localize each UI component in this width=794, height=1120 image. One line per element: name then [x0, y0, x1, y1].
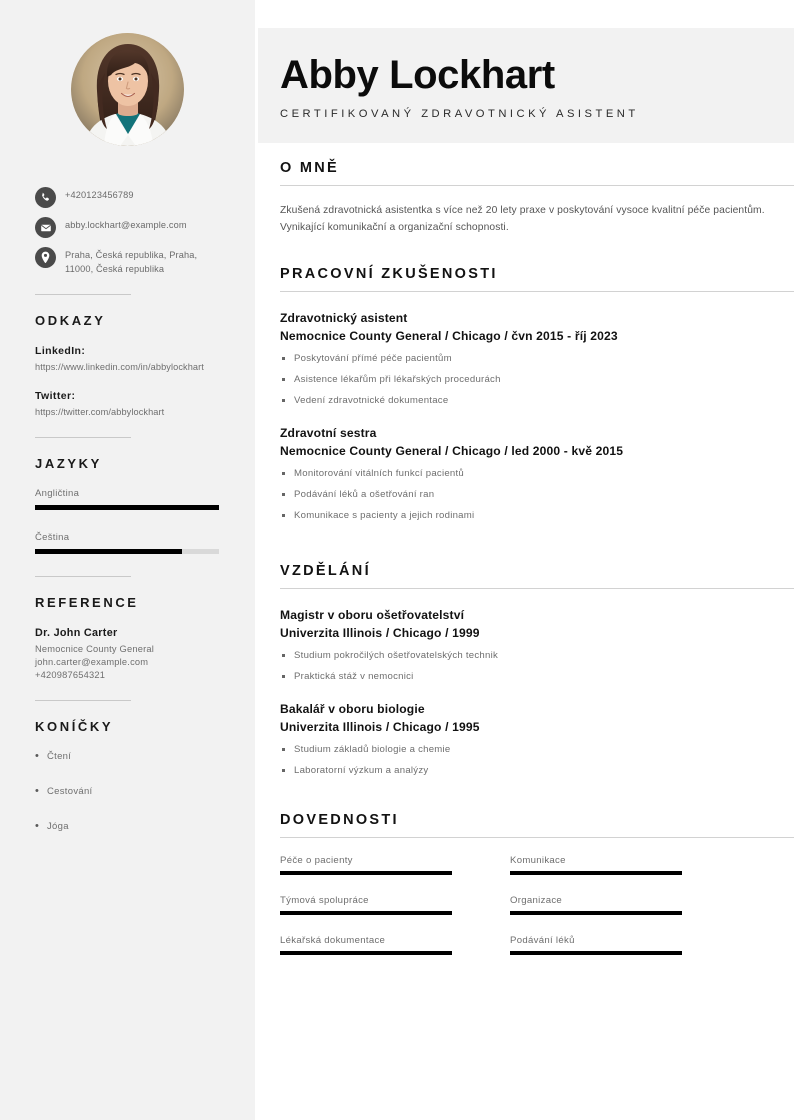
link-url-linkedin[interactable]: https://www.linkedin.com/in/abbylockhart: [35, 362, 204, 372]
skill-name: Týmová spolupráce: [280, 895, 369, 906]
link-url-twitter[interactable]: https://twitter.com/abbylockhart: [35, 407, 165, 417]
contact-phone[interactable]: [35, 186, 225, 208]
spacer: [280, 539, 794, 563]
list-item: Poskytování přímé péče pacientům: [280, 351, 794, 366]
skill-level-fill: [510, 911, 682, 915]
language-level-fill: [35, 505, 219, 510]
link-label-linkedin: LinkedIn:: [35, 345, 86, 357]
entry-meta: Nemocnice County General / Chicago / čvn 2015 - říj 2023: [280, 329, 618, 343]
skill-level-fill: [510, 951, 682, 955]
education-entry: [280, 700, 794, 778]
section-skills: [280, 812, 794, 955]
sidebar: [0, 0, 255, 1120]
language-item: [35, 488, 225, 510]
sidebar-divider-1: [35, 294, 131, 295]
skill-level-fill: [510, 871, 682, 875]
envelope-icon: [35, 217, 56, 238]
skill-item: [510, 855, 682, 875]
profile-photo-illustration: [71, 33, 184, 146]
reference-email[interactable]: john.carter@example.com: [35, 657, 149, 667]
phone-icon: [35, 187, 56, 208]
skill-level-track: [510, 911, 682, 915]
hobby-list: [35, 751, 225, 832]
list-item: Studium pokročilých ošetřovatelských technik: [280, 648, 794, 663]
section-rule: [280, 837, 794, 838]
experience-entry: [280, 309, 794, 408]
list-item: • Cestování: [35, 786, 225, 797]
section-experience: [280, 266, 794, 523]
list-item: Podávání léků a ošetřování ran: [280, 487, 794, 502]
skill-name: Lékařská dokumentace: [280, 935, 386, 946]
contact-email-value: abby.lockhart@example.com: [65, 220, 187, 230]
language-level-fill: [35, 549, 182, 554]
link-item-twitter[interactable]: [35, 390, 225, 419]
entry-points: [280, 742, 794, 778]
skill-level-track: [280, 911, 452, 915]
sidebar-divider-2: [35, 437, 131, 438]
entry-meta: Univerzita Illinois / Chicago / 1999: [280, 626, 480, 640]
language-level-track: [35, 549, 219, 554]
contact-email[interactable]: [35, 216, 225, 238]
language-name: Angličtina: [35, 488, 80, 499]
sidebar-heading-hobbies: KONÍČKY: [35, 719, 114, 734]
language-item: [35, 532, 225, 554]
skill-level-fill: [280, 951, 452, 955]
entry-role: Zdravotní sestra: [280, 426, 377, 440]
link-label-twitter: Twitter:: [35, 390, 76, 402]
list-item: • Jóga: [35, 821, 225, 832]
list-item: Praktická stáž v nemocnici: [280, 669, 794, 684]
list-item: • Čtení: [35, 751, 225, 762]
entry-points: [280, 351, 794, 408]
reference-organization: Nemocnice County General: [35, 644, 155, 654]
section-rule: [280, 291, 794, 292]
skill-name: Péče o pacienty: [280, 855, 353, 866]
language-name: Čeština: [35, 532, 70, 543]
section-about: [280, 160, 794, 236]
entry-role: Bakalář v oboru biologie: [280, 702, 425, 716]
entry-points: [280, 648, 794, 684]
main-sections: [280, 160, 794, 955]
contact-list: [35, 186, 225, 276]
section-education: [280, 563, 794, 778]
spacer: [280, 794, 794, 812]
experience-entry: [280, 424, 794, 523]
sidebar-divider-3: [35, 576, 131, 577]
entry-meta: Nemocnice County General / Chicago / led 2000 - kvě 2015: [280, 444, 624, 458]
skill-level-track: [510, 951, 682, 955]
skill-level-track: [280, 951, 452, 955]
entry-role: Magistr v oboru ošetřovatelství: [280, 608, 465, 622]
list-item: Monitorování vitálních funkcí pacientů: [280, 466, 794, 481]
reference-name: Dr. John Carter: [35, 627, 118, 639]
sidebar-heading-languages: JAZYKY: [35, 456, 102, 471]
skill-name: Komunikace: [510, 855, 566, 866]
list-item: Studium základů biologie a chemie: [280, 742, 794, 757]
sidebar-heading-links: ODKAZY: [35, 313, 106, 328]
entry-role: Zdravotnický asistent: [280, 311, 408, 325]
section-heading-experience: PRACOVNÍ ZKUŠENOSTI: [280, 266, 498, 282]
skill-level-fill: [280, 911, 452, 915]
main-content: [258, 0, 794, 1120]
entry-points: [280, 466, 794, 523]
skill-name: Organizace: [510, 895, 563, 906]
skill-level-fill: [280, 871, 452, 875]
section-rule: [280, 185, 794, 186]
about-text: Zkušená zdravotnická asistentka s více než 20 lety praxe v poskytování vysoce kvalitní péče pacientům. Vynikající komunikační a organizační schopnosti.: [280, 205, 765, 233]
language-level-track: [35, 505, 219, 510]
section-rule: [280, 588, 794, 589]
skill-item: [280, 895, 452, 915]
reference-phone[interactable]: +420987654321: [35, 670, 106, 680]
job-title: CERTIFIKOVANÝ ZDRAVOTNICKÝ ASISTENT: [280, 108, 639, 120]
skill-level-track: [510, 871, 682, 875]
skill-item: [280, 855, 452, 875]
skill-item: [510, 895, 682, 915]
skill-name: Podávání léků: [510, 935, 575, 946]
section-heading-education: VZDĚLÁNÍ: [280, 563, 371, 579]
education-entry: [280, 606, 794, 684]
list-item: Asistence lékařům při lékařských procedurách: [280, 372, 794, 387]
contact-address-value: Praha, Česká republika, Praha, 11000, Česká republika: [65, 250, 198, 274]
skills-grid: [280, 855, 794, 955]
skill-level-track: [280, 871, 452, 875]
page-title: Abby Lockhart: [280, 53, 555, 97]
avatar: [71, 33, 184, 146]
contact-phone-value: +420123456789: [65, 190, 134, 200]
sidebar-content: [35, 186, 225, 856]
section-heading-about: O MNĚ: [280, 160, 340, 176]
contact-address[interactable]: [35, 246, 225, 276]
list-item: Vedení zdravotnické dokumentace: [280, 393, 794, 408]
list-item: Komunikace s pacienty a jejich rodinami: [280, 508, 794, 523]
link-item-linkedin[interactable]: [35, 345, 225, 374]
skill-item: [510, 935, 682, 955]
map-pin-icon: [35, 247, 56, 268]
list-item: Laboratorní výzkum a analýzy: [280, 763, 794, 778]
section-heading-skills: DOVEDNOSTI: [280, 812, 399, 828]
sidebar-heading-reference: REFERENCE: [35, 595, 139, 610]
spacer: [280, 236, 794, 266]
sidebar-divider-4: [35, 700, 131, 701]
header-band: [258, 28, 794, 143]
entry-meta: Univerzita Illinois / Chicago / 1995: [280, 720, 480, 734]
skill-item: [280, 935, 452, 955]
